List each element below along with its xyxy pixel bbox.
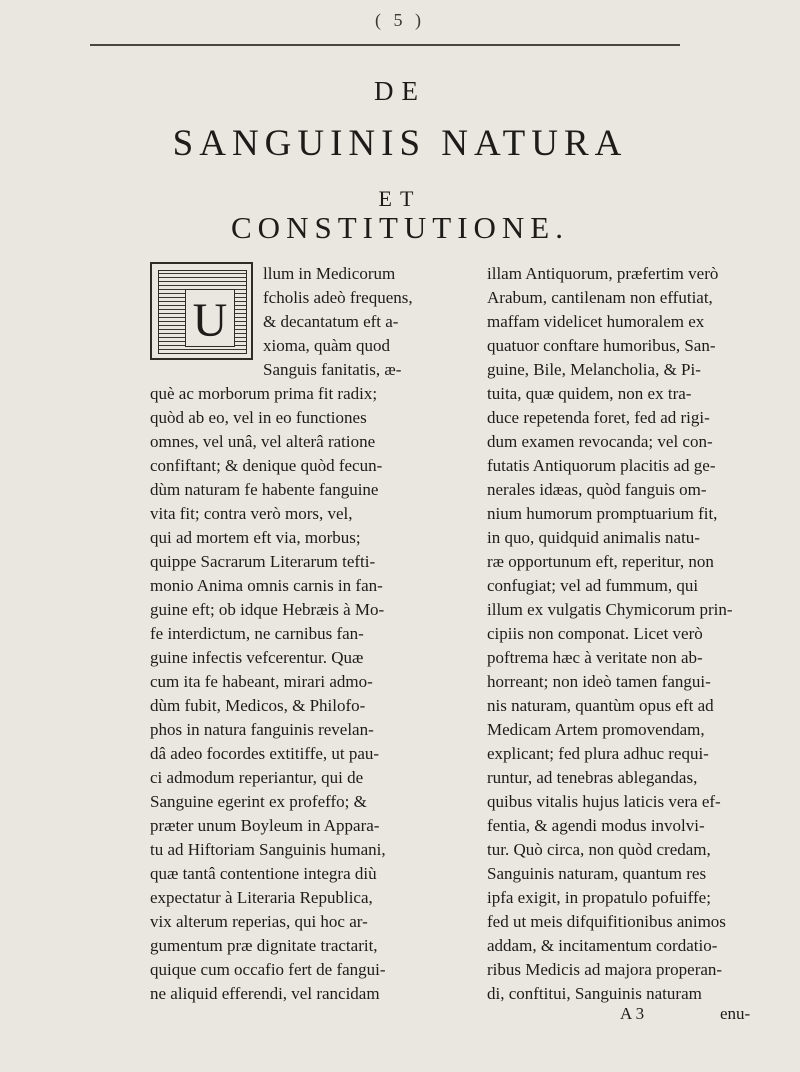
text-line: guine infectis vefcerentur. Quæ	[150, 648, 364, 667]
text-line: omnes, vel unâ, vel alterâ ratione	[150, 432, 376, 451]
text-line: Arabum, cantilenam non effutiat,	[487, 288, 713, 307]
text-line: runtur, ad tenebras ablegandas,	[487, 768, 698, 787]
text-line: llum in Medicorum	[263, 264, 396, 283]
text-line: nium humorum promptuarium fit,	[487, 504, 718, 523]
text-line: xioma, quàm quod	[263, 336, 391, 355]
text-line: in quo, quidquid animalis natu-	[487, 528, 700, 547]
text-line: qui ad mortem eft via, morbus;	[150, 528, 361, 547]
text-line: di, conftitui, Sanguinis naturam	[487, 984, 702, 1003]
title-line-4: CONSTITUTIONE.	[231, 210, 569, 245]
text-line: vix alterum reperias, qui hoc ar-	[150, 912, 368, 931]
text-line: maffam videlicet humoralem ex	[487, 312, 705, 331]
text-line: fe interdictum, ne carnibus fan-	[150, 624, 364, 643]
text-line: explicant; fed plura adhuc requi-	[487, 744, 709, 763]
text-line: illam Antiquorum, præfertim verò	[487, 264, 719, 283]
text-line: & decantatum eft a-	[263, 312, 399, 331]
text-line: illum ex vulgatis Chymicorum prin-	[487, 600, 733, 619]
left-column	[150, 262, 460, 1006]
text-line: ne aliquid efferendi, vel rancidam	[150, 984, 380, 1003]
text-line: fcholis adeò frequens,	[263, 288, 413, 307]
svg-text:U: U	[192, 294, 228, 346]
text-line: fentia, & agendi modus involvi-	[487, 816, 705, 835]
text-line: guine, Bile, Melancholia, & Pi-	[487, 360, 701, 379]
text-line: què ac morborum prima fit radix;	[150, 384, 378, 403]
text-line: quæ tantâ contentione integra diù	[150, 864, 377, 883]
text-line: guine eft; ob idque Hebræis à Mo-	[150, 600, 385, 619]
text-line: Sanguine egerint ex profeffo; &	[150, 792, 367, 811]
text-line: ræ opportunum eft, reperitur, non	[487, 552, 714, 571]
title-line-3: ET	[378, 186, 422, 211]
signature-mark: A 3	[620, 1004, 645, 1023]
text-line: Medicam Artem promovendam,	[487, 720, 705, 739]
text-line: expectatur à Literaria Republica,	[150, 888, 373, 907]
text-line: phos in natura fanguinis revelan-	[150, 720, 374, 739]
text-line: cipiis non componat. Licet verò	[487, 624, 703, 643]
text-line: futatis Antiquorum placitis ad ge-	[487, 456, 716, 475]
text-line: dùm naturam fe habente fanguine	[150, 480, 379, 499]
text-line: ci admodum reperiantur, qui de	[150, 768, 364, 787]
text-line: fed ut meis difquifitionibus animos	[487, 912, 726, 931]
title-line-1: DE	[374, 76, 426, 106]
text-line: horreant; non ideò tamen fangui-	[487, 672, 711, 691]
text-line: addam, & incitamentum cordatio-	[487, 936, 718, 955]
text-line: gumentum præ dignitate tractarit,	[150, 936, 378, 955]
text-line: confugiat; vel ad fummum, qui	[487, 576, 699, 595]
text-line: poftrema hæc à veritate non ab-	[487, 648, 703, 667]
text-line: Sanguis fanitatis, æ-	[263, 360, 402, 379]
text-line: cum ita fe habeant, mirari admo-	[150, 672, 373, 691]
text-line: tu ad Hiftoriam Sanguinis humani,	[150, 840, 386, 859]
header-rule	[90, 44, 680, 46]
text-line: nis naturam, quantùm opus eft ad	[487, 696, 714, 715]
text-line: nerales idæas, quòd fanguis om-	[487, 480, 707, 499]
catchword: enu-	[720, 1004, 751, 1023]
text-line: quòd ab eo, vel in eo functiones	[150, 408, 367, 427]
text-line: confiftant; & denique quòd fecun-	[150, 456, 383, 475]
text-line: dùm fubit, Medicos, & Philofo-	[150, 696, 366, 715]
text-line: tuita, quæ quidem, non ex tra-	[487, 384, 692, 403]
text-line: duce repetenda foret, fed ad rigi-	[487, 408, 710, 427]
text-line: ipfa exigit, in propatulo pofuiffe;	[487, 888, 711, 907]
text-line: quatuor conftare humoribus, San-	[487, 336, 716, 355]
right-column	[487, 262, 792, 1006]
text-line: vita fit; contra verò mors, vel,	[150, 504, 353, 523]
text-line: ribus Medicis ad majora properan-	[487, 960, 723, 979]
text-line: quippe Sacrarum Literarum tefti-	[150, 552, 376, 571]
text-line: præter unum Boyleum in Appara-	[150, 816, 380, 835]
text-line: dum examen revocanda; vel con-	[487, 432, 713, 451]
page-number: ( 5 )	[375, 10, 425, 30]
text-line: tur. Quò circa, non quòd credam,	[487, 840, 711, 859]
text-line: quique cum occafio fert de fangui-	[150, 960, 386, 979]
title-line-2: SANGUINIS NATURA	[172, 123, 628, 164]
text-line: quibus vitalis hujus laticis vera ef-	[487, 792, 721, 811]
text-line: dâ adeo focordes extitiffe, ut pau-	[150, 744, 380, 763]
text-line: monio Anima omnis carnis in fan-	[150, 576, 383, 595]
text-line: Sanguinis naturam, quantum res	[487, 864, 707, 883]
